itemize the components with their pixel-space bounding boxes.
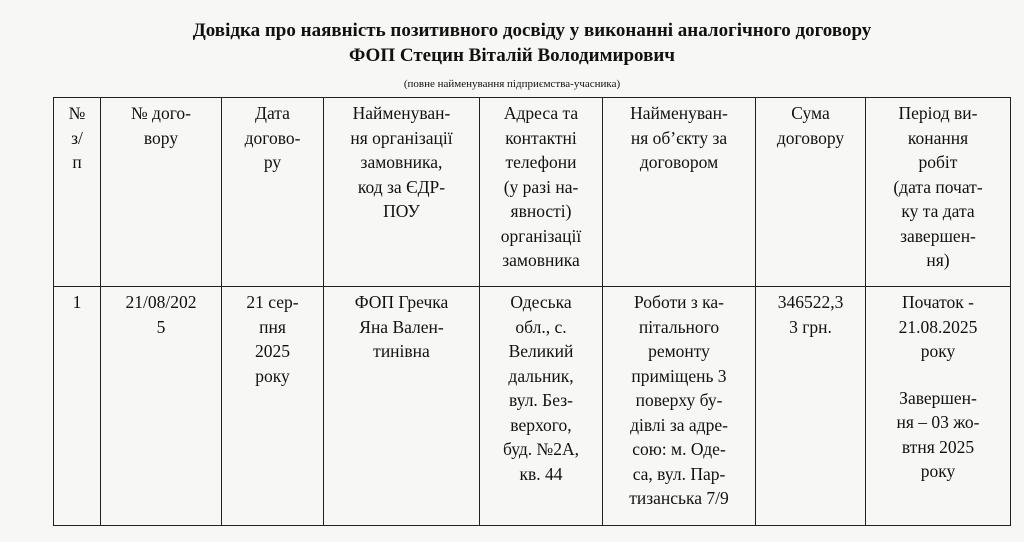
header-cell-contract-no: № дого- вору bbox=[101, 98, 222, 287]
document-title: Довідка про наявність позитивного досвіду у виконанні аналогічного договору bbox=[192, 20, 872, 41]
header-cell-period: Період ви- конання робіт (дата почат- ку та дата завершен- ня) bbox=[866, 98, 1011, 287]
cell-period: Початок - 21.08.2025 року Завершен- ня – 03 жо- втня 2025 року bbox=[866, 287, 1011, 526]
header-cell-address: Адреса та контактні телефони (у разі на- явності) організації замовника bbox=[480, 98, 603, 287]
company-name: ФОП Стецин Віталій Володимирович bbox=[348, 45, 675, 66]
company-name-caption: (повне найменування підприємства-учасника) bbox=[403, 78, 621, 90]
table-header-row bbox=[54, 98, 1011, 287]
spacer bbox=[868, 364, 1008, 386]
header-cell-number: № з/ п bbox=[54, 98, 101, 287]
cell-object: Роботи з ка- пітального ремонту приміщень 3 поверху бу- дівлі за адре- сою: м. Оде- са, вул. Пар- тизанська 7/9 bbox=[603, 287, 756, 526]
header-cell-contract-date: Дата догово- ру bbox=[222, 98, 324, 287]
header-cell-sum: Сума договору bbox=[756, 98, 866, 287]
cell-sum: 346522,3 3 грн. bbox=[756, 287, 866, 526]
cell-number: 1 bbox=[54, 287, 101, 526]
header-cell-customer: Найменуван- ня організації замовника, код за ЄДР- ПОУ bbox=[324, 98, 480, 287]
cell-customer: ФОП Гречка Яна Вален- тинівна bbox=[324, 287, 480, 526]
cell-address: Одеська обл., с. Великий дальник, вул. Без- верхого, буд. №2А, кв. 44 bbox=[480, 287, 603, 526]
table-row bbox=[54, 287, 1011, 526]
contracts-table bbox=[53, 97, 1011, 526]
header-cell-object: Найменуван- ня об’єкту за договором bbox=[603, 98, 756, 287]
cell-contract-no: 21/08/202 5 bbox=[101, 287, 222, 526]
cell-contract-date: 21 сер- пня 2025 року bbox=[222, 287, 324, 526]
